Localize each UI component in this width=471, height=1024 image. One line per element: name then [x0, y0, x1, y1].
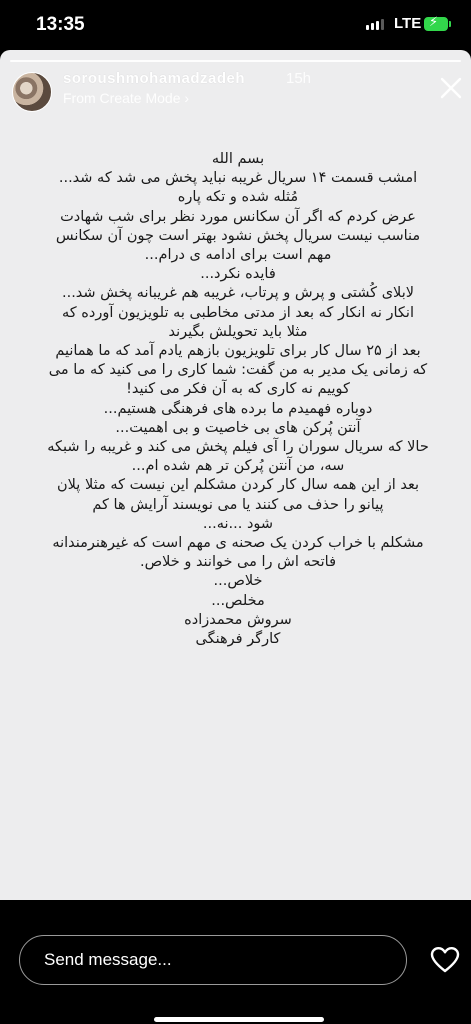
story-text-line: آنتن پُرکن های بی خاصیت و بی اهمیت...: [115, 419, 361, 436]
story-text-line: مخلص...: [211, 592, 265, 609]
story-text-line: دوباره فهمیدم ما برده های فرهنگی هستیم...: [103, 400, 373, 417]
close-icon[interactable]: [437, 74, 465, 102]
story-text-line: مهم است برای ادامه ی درام...: [144, 247, 332, 264]
story-text-line: فاتحه اش را می خوانند و خلاص.: [139, 554, 337, 571]
post-time: 15h: [286, 70, 312, 87]
charging-bolt-icon: ⚡: [429, 15, 439, 30]
story-text-line: امشب قسمت ۱۴ سریال غریبه نباید پخش می شد که شد...: [58, 170, 418, 187]
create-mode-link[interactable]: From Create Mode ›: [63, 90, 190, 106]
story-text-line: پیانو را حذف می کنند یا می نویسند آرایش ها کم: [92, 496, 384, 513]
story-text-line: سروش محمدزاده: [184, 611, 292, 628]
story-text-line: بعد از این همه سال کار کردن مشکلم این نیست که مثلا پلان: [57, 477, 419, 494]
story-text-line: مُثله شده و تکه پاره: [177, 189, 299, 206]
story-progress-bar: [10, 60, 461, 62]
story-text-line: انکار نه انکار که بعد از مدتی مخاطبی به تلویزیون آورده که: [61, 304, 414, 321]
clock: 13:35: [36, 14, 85, 35]
status-bar: [0, 0, 471, 50]
send-message-input[interactable]: Send message...: [19, 935, 407, 985]
story-text-line: عرض کردم که اگر آن سکانس مورد نظر برای شب شهادت: [60, 208, 416, 225]
signal-bars-icon: [366, 19, 384, 30]
story-text-line: بعد از ۲۵ سال کار برای تلویزیون بازهم یادم آمد که ما همانیم: [55, 343, 421, 360]
story-text-line: که زمانی یک مدیر به من گفت: شما کاری را می کنید که ما می: [48, 362, 428, 379]
story-text-line: حالا که سریال سوران را آی فیلم پخش می کند و غریبه را شبکه: [47, 439, 429, 456]
story-text-line: مشکلم با خراب کردن یک صحنه ی مهم است که غیرهنرمندانه: [52, 535, 424, 552]
heart-icon[interactable]: [430, 946, 460, 974]
home-indicator[interactable]: [154, 1017, 324, 1022]
battery-tip: [449, 21, 451, 27]
story-text-line: کوییم نه کاری که به آن فکر می کنید!: [126, 381, 350, 398]
story-text-line: لابلای کُشتی و پرش و پرتاب، غریبه هم غریبانه پخش شد...: [61, 285, 414, 302]
story-text-line: کارگر فرهنگی: [195, 631, 281, 648]
network-label: LTE: [394, 15, 422, 32]
story-card[interactable]: [0, 50, 471, 900]
story-text: [28, 150, 448, 649]
story-text-line: مناسب نیست سریال پخش نشود بهتر است چون آن سکانس: [55, 227, 421, 244]
story-text-line: شود ...نه...: [202, 515, 274, 532]
username[interactable]: soroushmohamadzadeh: [63, 70, 246, 87]
story-text-line: فایده نکرد...: [200, 266, 276, 283]
story-text-line: سه، من آنتن پُرکن تر هم شده ام...: [131, 458, 345, 475]
story-text-line: مثلا باید تحویلش بگیرند: [168, 323, 308, 340]
avatar[interactable]: [12, 72, 52, 112]
story-text-line: بسم الله: [211, 151, 265, 167]
story-text-line: خلاص...: [213, 573, 263, 590]
